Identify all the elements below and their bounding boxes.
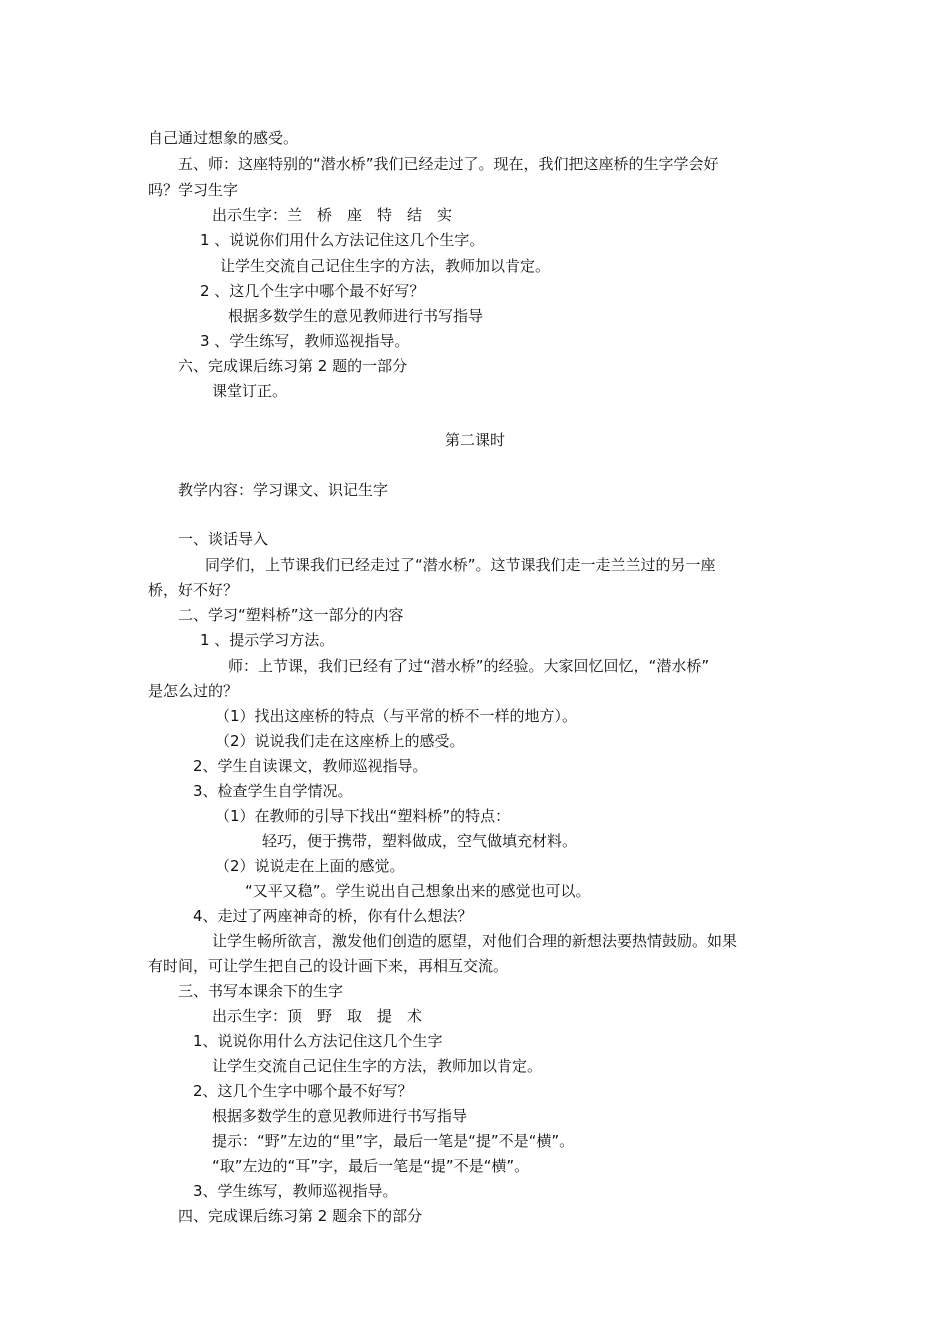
section-heading-4: 四、完成课后练习第 2 题余下的部分 [178,1207,423,1225]
section-heading-2: 二、学习“塑料桥”这一部分的内容 [178,606,404,624]
text-line: 根据多数学生的意见教师进行书写指导 [228,307,484,325]
list-item: （2）说说走在上面的感觉。 [215,857,405,875]
new-characters-line: 出示生字：顶 野 取 提 术 [212,1007,423,1025]
list-item: 4、走过了两座神奇的桥，你有什么想法？ [193,907,473,925]
list-item: 1 、说说你们用什么方法记住这几个生字。 [200,231,485,249]
text-line: 让学生畅所欲言，激发他们创造的愿望，对他们合理的新想法要热情鼓励。如果 [212,932,738,950]
text-line: 同学们，上节课我们已经走过了“潜水桥”。这节课我们走一走兰兰过的另一座 [205,556,716,574]
text-line: 让学生交流自己记住生字的方法，教师加以肯定。 [220,257,551,275]
section-heading-1: 一、谈话导入 [178,530,269,548]
list-item: （2）说说我们走在这座桥上的感受。 [215,732,465,750]
text-line: “又平又稳”。学生说出自己想象出来的感觉也可以。 [245,882,591,900]
text-line: 是怎么过的？ [148,682,239,700]
list-item: （1）找出这座桥的特点（与平常的桥不一样的地方）。 [215,707,578,725]
list-item: 1 、提示学习方法。 [200,631,335,649]
section-heading-6: 六、完成课后练习第 2 题的一部分 [178,357,408,375]
text-line: 吗？学习生字 [148,181,239,199]
section-title: 第二课时 [444,431,505,449]
list-item: 3、检查学生自学情况。 [193,782,353,800]
hint-line: 提示：“野”左边的“里”字，最后一笔是“提”不是“横”。 [212,1132,575,1150]
section-heading-3: 三、书写本课余下的生字 [178,982,344,1000]
text-line: 让学生交流自己记住生字的方法，教师加以肯定。 [212,1057,543,1075]
text-line: 师：上节课，我们已经有了过“潜水桥”的经验。大家回忆回忆，“潜水桥” [228,657,710,675]
list-item: 2 、这几个生字中哪个最不好写？ [200,282,425,300]
text-line: 桥，好不好？ [148,581,239,599]
text-line: 轻巧，便于携带，塑料做成，空气做填充材料。 [262,832,578,850]
list-item: （1）在教师的引导下找出“塑料桥”的特点： [215,807,511,825]
list-item: 2、学生自读课文，教师巡视指导。 [193,757,428,775]
teaching-content: 教学内容：学习课文、识记生字 [178,481,389,499]
hint-line: “取”左边的“耳”字，最后一笔是“提”不是“横”。 [212,1157,530,1175]
list-item: 3 、学生练写，教师巡视指导。 [200,332,410,350]
section-heading-5: 五、师：这座特别的“潜水桥”我们已经走过了。现在，我们把这座桥的生字学会好 [178,155,719,173]
list-item: 3、学生练写，教师巡视指导。 [193,1182,398,1200]
list-item: 2、这几个生字中哪个最不好写？ [193,1082,413,1100]
text-line: 有时间，可让学生把自己的设计画下来，再相互交流。 [148,957,509,975]
new-characters-line: 出示生字：兰 桥 座 特 结 实 [212,206,453,224]
text-line: 课堂订正。 [212,382,288,400]
text-line: 自己通过想象的感受。 [148,129,299,147]
list-item: 1、说说你用什么方法记住这几个生字 [193,1032,443,1050]
text-line: 根据多数学生的意见教师进行书写指导 [212,1107,468,1125]
